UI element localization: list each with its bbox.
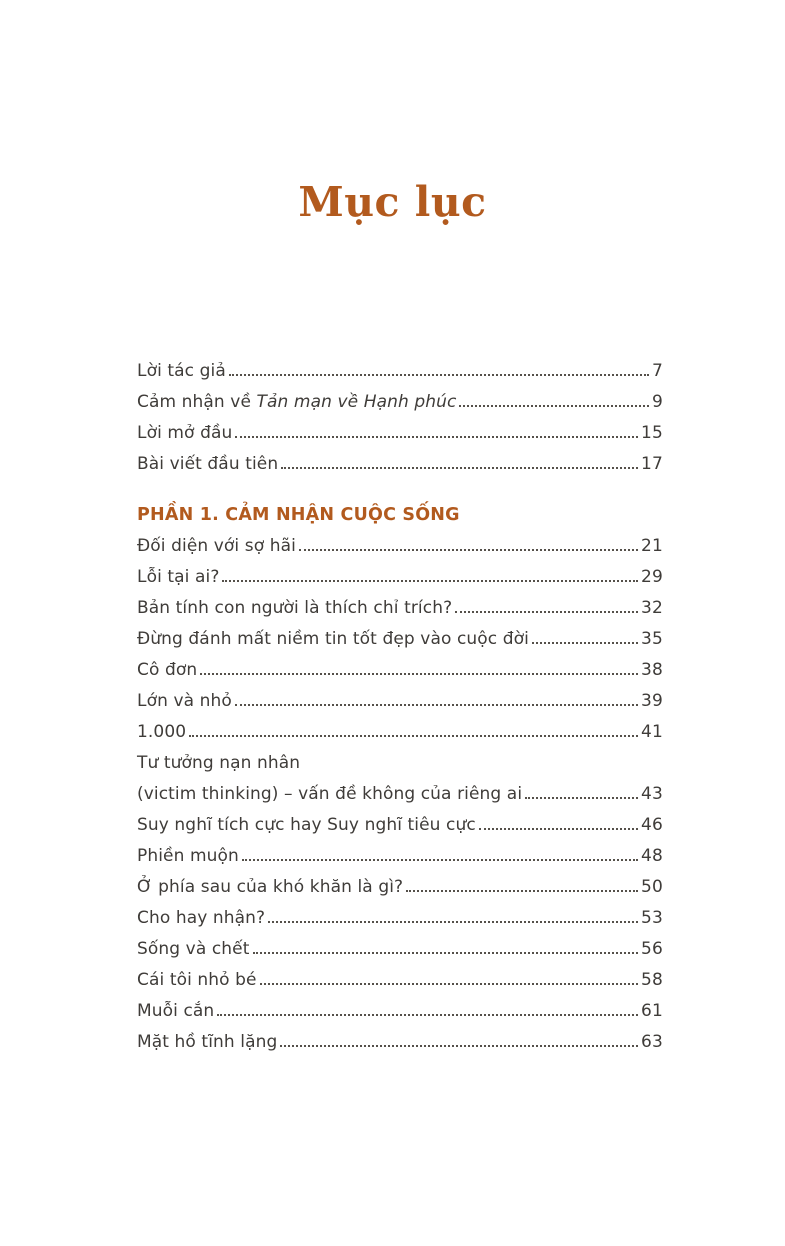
toc-entry — [137, 840, 663, 871]
toc-leader-dots — [222, 571, 637, 582]
toc-leader-dots — [479, 819, 638, 830]
toc-entry-label: Cô đơn — [137, 659, 198, 680]
section-entry-list — [137, 530, 663, 1057]
toc-page-number: 63 — [640, 1031, 663, 1052]
toc-entry-label: (victim thinking) – vấn đề không của riêng ai — [137, 783, 523, 804]
toc-leader-dots — [200, 664, 638, 675]
toc-entry — [137, 355, 663, 386]
toc-page-number: 58 — [640, 969, 663, 990]
toc-page-number: 21 — [640, 535, 663, 556]
toc-entry-continuation — [137, 747, 663, 778]
toc-leader-dots — [229, 365, 649, 376]
toc-page-number: 56 — [640, 938, 663, 959]
toc-entry — [137, 417, 663, 448]
toc-leader-dots — [235, 695, 638, 706]
toc-entry-label: Mặt hồ tĩnh lặng — [137, 1031, 278, 1052]
toc-leader-dots — [242, 850, 638, 861]
toc-entry-label: Suy nghĩ tích cực hay Suy nghĩ tiêu cực — [137, 814, 476, 835]
toc-entry-label: Muỗi cắn — [137, 1000, 215, 1021]
toc-leader-dots — [525, 788, 638, 799]
toc-entry-label: Bài viết đầu tiên — [137, 453, 279, 474]
toc-entry-label: Lớn và nhỏ — [137, 690, 232, 711]
toc-entry — [137, 530, 663, 561]
toc-entry — [137, 685, 663, 716]
toc-entry — [137, 995, 663, 1026]
toc-entry-label: Sống và chết — [137, 938, 250, 959]
toc-entry-label: Lời mở đầu — [137, 422, 233, 443]
toc-leader-dots — [406, 881, 638, 892]
toc-page-number: 35 — [640, 628, 663, 649]
toc-entry — [137, 386, 663, 417]
toc-leader-dots — [455, 602, 638, 613]
toc-page-number: 46 — [640, 814, 663, 835]
toc-entry — [137, 623, 663, 654]
toc-leader-dots — [253, 943, 638, 954]
toc-entry — [137, 933, 663, 964]
toc-page-number: 39 — [640, 690, 663, 711]
toc-leader-dots — [281, 458, 638, 469]
toc-entry-label: Phiền muộn — [137, 845, 239, 866]
toc-page-number: 48 — [640, 845, 663, 866]
front-matter-list — [137, 355, 663, 479]
toc-entry-label: Cảm nhận về Tản mạn về Hạnh phúc — [137, 391, 457, 412]
toc-entry — [137, 1026, 663, 1057]
toc-page-number: 53 — [640, 907, 663, 928]
toc-entry — [137, 809, 663, 840]
toc-entry-label: Lỗi tại ai? — [137, 566, 220, 587]
toc-page-number: 43 — [640, 783, 663, 804]
toc-page-number: 50 — [640, 876, 663, 897]
toc-page-number: 41 — [640, 721, 663, 742]
toc-page-number: 15 — [640, 422, 663, 443]
toc-page-number: 32 — [640, 597, 663, 618]
toc-entry — [137, 654, 663, 685]
toc-entry — [137, 561, 663, 592]
toc-entry-label: 1.000 — [137, 721, 187, 742]
toc-entry — [137, 716, 663, 747]
toc-entry-label: Lời tác giả — [137, 360, 226, 381]
toc-leader-dots — [280, 1036, 638, 1047]
toc-leader-dots — [532, 633, 638, 644]
toc-leader-dots — [268, 912, 638, 923]
toc-page-number: 61 — [640, 1000, 663, 1021]
toc-entry-label: Cho hay nhận? — [137, 907, 266, 928]
toc-entry — [137, 902, 663, 933]
table-of-contents — [137, 355, 663, 1057]
toc-entry-label: Bản tính con người là thích chỉ trích? — [137, 597, 453, 618]
toc-leader-dots — [459, 396, 649, 407]
toc-leader-dots — [189, 726, 638, 737]
toc-entry-label: Cái tôi nhỏ bé — [137, 969, 257, 990]
page-title: Mục lục — [298, 178, 487, 226]
toc-entry — [137, 871, 663, 902]
toc-leader-dots — [299, 540, 638, 551]
toc-page-number: 7 — [651, 360, 663, 381]
toc-entry-label: Tư tưởng nạn nhân — [137, 752, 301, 773]
toc-page-number: 17 — [640, 453, 663, 474]
toc-page-number: 9 — [651, 391, 663, 412]
toc-entry — [137, 964, 663, 995]
toc-page-number: 38 — [640, 659, 663, 680]
toc-page-number: 29 — [640, 566, 663, 587]
toc-entry-label: Đừng đánh mất niềm tin tốt đẹp vào cuộc đời — [137, 628, 529, 649]
toc-entry — [137, 448, 663, 479]
toc-leader-dots — [235, 427, 638, 438]
toc-leader-dots — [260, 974, 638, 985]
toc-entry — [137, 592, 663, 623]
section-heading: PHẦN 1. CẢM NHẬN CUỘC SỐNG — [137, 504, 460, 525]
toc-entry-label: Đối diện với sợ hãi — [137, 535, 296, 556]
toc-entry-label: Ở phía sau của khó khăn là gì? — [137, 876, 404, 897]
toc-leader-dots — [217, 1005, 638, 1016]
toc-entry — [137, 778, 663, 809]
